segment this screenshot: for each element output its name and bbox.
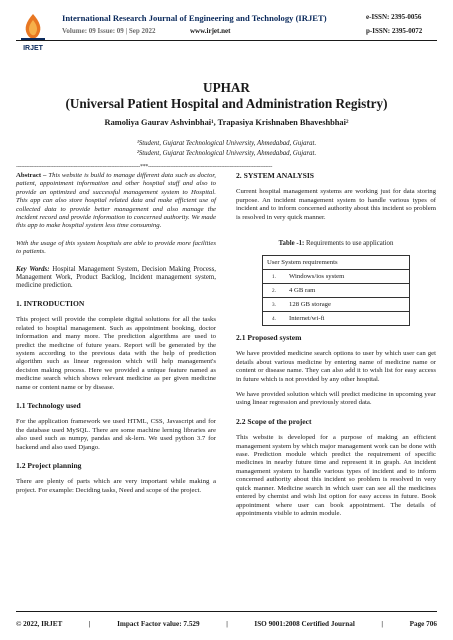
e-issn: e-ISSN: 2395-0056 bbox=[366, 13, 422, 21]
table-caption-text: Requirements to use application bbox=[304, 240, 394, 247]
planning-paragraph: There are plenty of parts which are very important while making a project. For example: Deciding tasks, Need and scope of the project. bbox=[16, 478, 216, 494]
planning-heading: 1.2 Project planning bbox=[16, 460, 82, 470]
affiliation-2: ²Student, Gujarat Technological University, Ahmedabad, Gujarat. bbox=[136, 150, 317, 157]
row-number: 2. bbox=[263, 284, 286, 298]
left-column bbox=[16, 172, 216, 495]
author-list: Ramoliya Gaurav Ashvinbhai¹, Trapasiya Krishnaben Bhaveshbhai² bbox=[104, 118, 349, 127]
irjet-logo bbox=[18, 12, 48, 56]
table-caption-label: Table -1: bbox=[278, 240, 305, 247]
p-issn: p-ISSN: 2395-0072 bbox=[366, 27, 423, 35]
row-value: Windows/ios system bbox=[285, 270, 410, 284]
journal-website[interactable]: www.irjet.net bbox=[190, 27, 231, 35]
affiliation-1: ¹Student, Gujarat Technological University, Ahmedabad, Gujarat. bbox=[136, 140, 317, 147]
tech-heading: 1.1 Technology used bbox=[16, 400, 81, 410]
abstract-label: Abstract – bbox=[16, 172, 47, 179]
paper-title: UPHAR bbox=[203, 80, 250, 95]
requirements-table bbox=[262, 255, 410, 326]
paper-subtitle: (Universal Patient Hospital and Administration Registry) bbox=[65, 96, 388, 111]
footer-copyright: © 2022, IRJET bbox=[16, 620, 63, 628]
row-number: 3. bbox=[263, 298, 286, 312]
logo-text: IRJET bbox=[23, 45, 43, 52]
volume-info: Volume: 09 Issue: 09 | Sep 2022 bbox=[62, 27, 156, 35]
tech-paragraph: For the application framework we used HTML, CSS, Javascript and for the database used MySQL. There are some machine lerning libraries are also used such as numpy, pandas and sk-lern. We used python 3.7 for backend and also used Django. bbox=[16, 418, 216, 451]
keywords bbox=[16, 266, 216, 291]
row-value: Internet/wi-fi bbox=[285, 312, 410, 326]
scope-paragraph: This website is developed for a purpose of making an efficient management system by which major management work can be done with ease. Prediction module which predict the requirement of specific medicines in nearby future time and represent it in graph. An incident management system to handle various types of incident and to inform concerned authority about this incident so problem is resolved in very quick manner. Medicine search in which user can see all the medicines entered by chemist and wish list option for easy access in future. Book appointment where user can book appointment. The details of appointments visible to admin module. bbox=[236, 434, 436, 517]
journal-header bbox=[0, 0, 453, 64]
table-row bbox=[263, 312, 410, 326]
abstract-text: This website is build to manage different data such as doctor, patient, appointment information and other hospital stuff and also to provide an optimized and successful management system to Hospital. This app can also store hospital related data and make efficient use of collected data to provide better management and also manage the incident record and provide information to concerned authority. We made this app to make hospital system less time consuming. bbox=[16, 172, 216, 230]
abstract bbox=[16, 172, 216, 231]
intro-paragraph: This project will provide the complete digital solutions for all the tasks related to hospital management. Such as appointment booking, doctor information and many more. The prediction algorithms are used to predict the medicine of future years. Report will be generated by the system according to the previous data with the help of prediction algorithm such as linear regression which will help management's decision making process. Here we provided a unique feature named as medicine search which shows relevant medicine as per given medicine name or content name or by disease. bbox=[16, 316, 216, 391]
system-heading: 2. SYSTEM ANALYSIS bbox=[236, 171, 315, 180]
footer-separator: | bbox=[88, 620, 91, 628]
proposed-heading: 2.1 Proposed system bbox=[236, 333, 302, 342]
row-number: 4. bbox=[263, 312, 286, 326]
proposed-scope-block bbox=[236, 334, 436, 518]
row-number: 1. bbox=[263, 270, 286, 284]
journal-name: International Research Journal of Engineering and Technology (IRJET) bbox=[62, 13, 327, 23]
proposed-paragraph-2: We have provided solution which will predict medicine in upcoming year using linear regression and previously stored data. bbox=[236, 391, 436, 407]
table-row bbox=[263, 284, 410, 298]
table-row bbox=[263, 270, 410, 284]
proposed-paragraph-1: We have provided medicine search options to user by which user can get details about various medicine by entering name of medicine name or content or disease name. They can also add it to wish list for easy access in future which is not provided by any other hospital. bbox=[236, 350, 436, 383]
page-footer bbox=[16, 620, 437, 628]
intro-heading: 1. INTRODUCTION bbox=[16, 298, 85, 308]
footer-impact-factor: Impact Factor value: 7.529 bbox=[117, 620, 200, 628]
row-value: 128 GB storage bbox=[285, 298, 410, 312]
footer-separator: | bbox=[381, 620, 383, 628]
keywords-text: Hospital Management System, Decision Making Process, Management Work, Product Backlog, Incident management system, medicine prediction. bbox=[16, 265, 216, 290]
keywords-label: Key Words: bbox=[16, 265, 50, 273]
table-header: User System requirements bbox=[263, 256, 410, 270]
table-row bbox=[263, 298, 410, 312]
table-caption bbox=[236, 240, 436, 247]
footer-separator: | bbox=[226, 620, 228, 628]
system-paragraph: Current hospital management systems are working just for data storing purpose. An incident management system to handle various types of incident and to inform concerned authority about this incident so problem is resolved in very quick manner. bbox=[236, 188, 436, 221]
scope-heading: 2.2 Scope of the project bbox=[236, 416, 312, 426]
footer-page-number: Page 706 bbox=[409, 620, 437, 628]
row-value: 4 GB ram bbox=[285, 284, 410, 298]
header-divider bbox=[16, 40, 437, 41]
abstract-usage: With the usage of this system hospitals are able to provide more facilities to patients. bbox=[16, 239, 216, 256]
footer-divider bbox=[16, 611, 437, 612]
footer-iso: ISO 9001:2008 Certified Journal bbox=[254, 620, 355, 628]
section-separator: -------------------------------------------------------------------------***------------------------------------------------------------------------- bbox=[16, 164, 273, 170]
system-analysis-block bbox=[236, 172, 436, 222]
table-header-row bbox=[263, 256, 410, 270]
